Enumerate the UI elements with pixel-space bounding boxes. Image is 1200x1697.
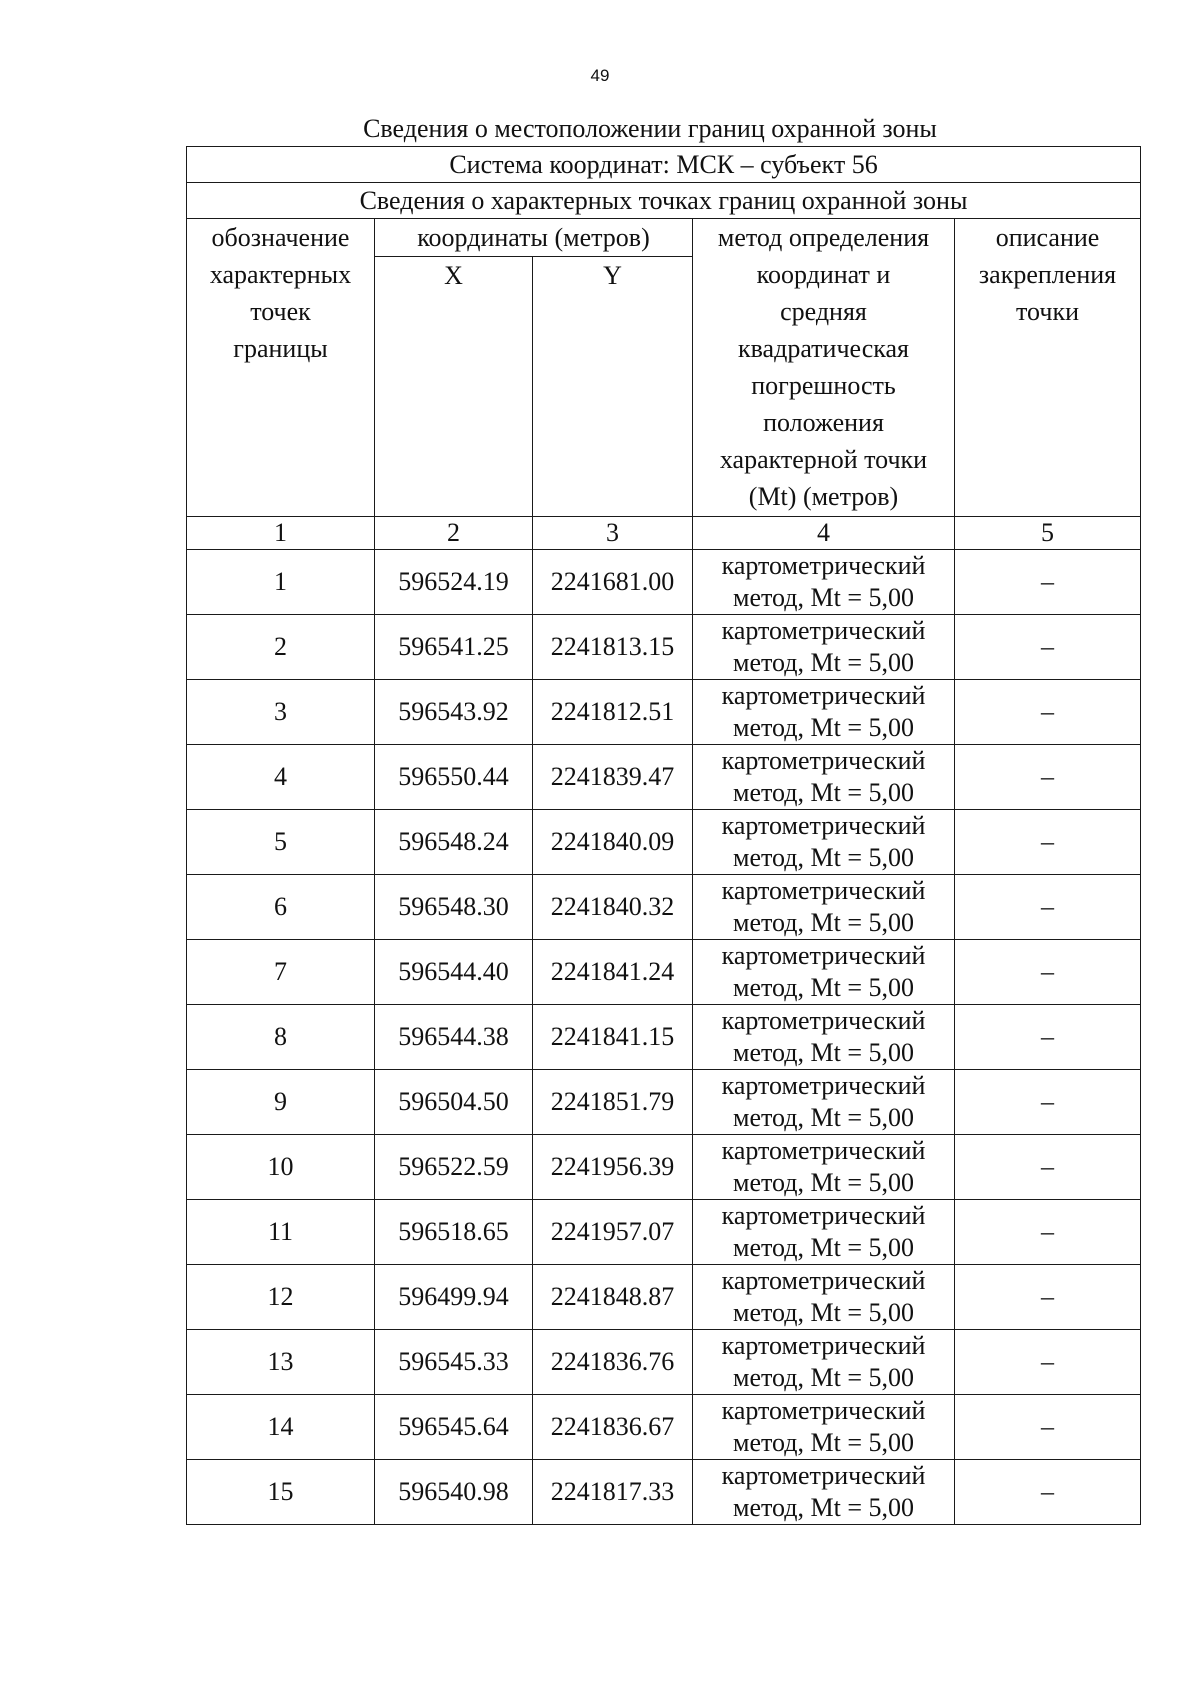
point-number: 8 bbox=[187, 1005, 375, 1070]
method-line: картометрический bbox=[721, 1136, 926, 1165]
method-cell bbox=[693, 1005, 955, 1070]
point-number: 15 bbox=[187, 1460, 375, 1525]
table-row bbox=[187, 680, 1141, 745]
method-line: картометрический bbox=[721, 681, 926, 710]
x-coordinate: 596518.65 bbox=[375, 1200, 533, 1265]
y-coordinate: 2241841.24 bbox=[533, 940, 693, 1005]
x-coordinate: 596548.24 bbox=[375, 810, 533, 875]
method-cell bbox=[693, 940, 955, 1005]
column-number-row bbox=[187, 517, 1141, 550]
method-line: метод, Mt = 5,00 bbox=[733, 1298, 914, 1327]
point-number: 1 bbox=[187, 550, 375, 615]
header-description: описание закрепления точки bbox=[955, 219, 1141, 517]
description-cell: – bbox=[955, 940, 1141, 1005]
table-row bbox=[187, 1005, 1141, 1070]
x-coordinate: 596499.94 bbox=[375, 1265, 533, 1330]
y-coordinate: 2241681.00 bbox=[533, 550, 693, 615]
point-number: 6 bbox=[187, 875, 375, 940]
description-cell: – bbox=[955, 1395, 1141, 1460]
method-cell bbox=[693, 1200, 955, 1265]
x-coordinate: 596541.25 bbox=[375, 615, 533, 680]
description-cell: – bbox=[955, 1070, 1141, 1135]
y-coordinate: 2241848.87 bbox=[533, 1265, 693, 1330]
point-number: 2 bbox=[187, 615, 375, 680]
description-cell: – bbox=[955, 680, 1141, 745]
method-line: метод, Mt = 5,00 bbox=[733, 843, 914, 872]
y-coordinate: 2241836.67 bbox=[533, 1395, 693, 1460]
y-coordinate: 2241840.32 bbox=[533, 875, 693, 940]
column-number: 5 bbox=[955, 517, 1141, 550]
column-number: 4 bbox=[693, 517, 955, 550]
point-number: 14 bbox=[187, 1395, 375, 1460]
x-coordinate: 596545.33 bbox=[375, 1330, 533, 1395]
header-point-designation: обозначение характерных точек границы bbox=[187, 219, 375, 517]
table-row bbox=[187, 1135, 1141, 1200]
method-cell bbox=[693, 1265, 955, 1330]
table-row bbox=[187, 810, 1141, 875]
description-cell: – bbox=[955, 550, 1141, 615]
table-row bbox=[187, 940, 1141, 1005]
method-line: картометрический bbox=[721, 551, 926, 580]
description-cell: – bbox=[955, 1005, 1141, 1070]
y-coordinate: 2241813.15 bbox=[533, 615, 693, 680]
method-cell bbox=[693, 1070, 955, 1135]
coordinate-system-caption: Система координат: МСК – субъект 56 bbox=[187, 147, 1141, 183]
method-line: картометрический bbox=[721, 1006, 926, 1035]
method-line: картометрический bbox=[721, 1266, 926, 1295]
table-row bbox=[187, 1460, 1141, 1525]
description-cell: – bbox=[955, 1460, 1141, 1525]
table-row bbox=[187, 1395, 1141, 1460]
table-row bbox=[187, 1330, 1141, 1395]
document-title: Сведения о местоположении границ охранной зоны bbox=[363, 114, 937, 143]
boundary-points-table bbox=[186, 146, 1141, 1525]
x-coordinate: 596544.38 bbox=[375, 1005, 533, 1070]
column-number: 2 bbox=[375, 517, 533, 550]
point-number: 11 bbox=[187, 1200, 375, 1265]
method-line: картометрический bbox=[721, 1461, 926, 1490]
method-line: картометрический bbox=[721, 876, 926, 905]
x-coordinate: 596504.50 bbox=[375, 1070, 533, 1135]
method-cell bbox=[693, 615, 955, 680]
method-line: картометрический bbox=[721, 1201, 926, 1230]
x-coordinate: 596524.19 bbox=[375, 550, 533, 615]
y-coordinate: 2241817.33 bbox=[533, 1460, 693, 1525]
method-cell bbox=[693, 810, 955, 875]
table-row bbox=[187, 1200, 1141, 1265]
method-cell bbox=[693, 745, 955, 810]
method-line: метод, Mt = 5,00 bbox=[733, 648, 914, 677]
method-cell bbox=[693, 1460, 955, 1525]
header-method: метод определения координат и средняя квадратическая погрешность положения характерной точки (Mt) (метров) bbox=[693, 219, 955, 517]
coordinate-system-row bbox=[187, 147, 1141, 183]
method-line: метод, Mt = 5,00 bbox=[733, 973, 914, 1002]
table-row bbox=[187, 615, 1141, 680]
method-line: метод, Mt = 5,00 bbox=[733, 778, 914, 807]
description-cell: – bbox=[955, 875, 1141, 940]
y-coordinate: 2241839.47 bbox=[533, 745, 693, 810]
description-cell: – bbox=[955, 615, 1141, 680]
method-line: метод, Mt = 5,00 bbox=[733, 1168, 914, 1197]
method-line: метод, Mt = 5,00 bbox=[733, 908, 914, 937]
column-number: 3 bbox=[533, 517, 693, 550]
page-number: 49 bbox=[590, 66, 610, 85]
header-y: Y bbox=[533, 257, 693, 517]
method-line: метод, Mt = 5,00 bbox=[733, 713, 914, 742]
point-number: 10 bbox=[187, 1135, 375, 1200]
method-line: картометрический bbox=[721, 746, 926, 775]
header-x: X bbox=[375, 257, 533, 517]
method-line: картометрический bbox=[721, 1396, 926, 1425]
description-cell: – bbox=[955, 1200, 1141, 1265]
y-coordinate: 2241851.79 bbox=[533, 1070, 693, 1135]
y-coordinate: 2241840.09 bbox=[533, 810, 693, 875]
table-row bbox=[187, 875, 1141, 940]
point-number: 3 bbox=[187, 680, 375, 745]
method-line: картометрический bbox=[721, 941, 926, 970]
method-cell bbox=[693, 1330, 955, 1395]
table-row bbox=[187, 1265, 1141, 1330]
method-line: метод, Mt = 5,00 bbox=[733, 1428, 914, 1457]
table-row bbox=[187, 550, 1141, 615]
method-line: метод, Mt = 5,00 bbox=[733, 1233, 914, 1262]
y-coordinate: 2241836.76 bbox=[533, 1330, 693, 1395]
x-coordinate: 596540.98 bbox=[375, 1460, 533, 1525]
method-line: картометрический bbox=[721, 811, 926, 840]
description-cell: – bbox=[955, 1330, 1141, 1395]
method-line: картометрический bbox=[721, 616, 926, 645]
point-number: 5 bbox=[187, 810, 375, 875]
x-coordinate: 596544.40 bbox=[375, 940, 533, 1005]
y-coordinate: 2241956.39 bbox=[533, 1135, 693, 1200]
points-caption-row bbox=[187, 183, 1141, 219]
points-caption: Сведения о характерных точках границ охранной зоны bbox=[187, 183, 1141, 219]
x-coordinate: 596522.59 bbox=[375, 1135, 533, 1200]
y-coordinate: 2241841.15 bbox=[533, 1005, 693, 1070]
x-coordinate: 596543.92 bbox=[375, 680, 533, 745]
method-cell bbox=[693, 875, 955, 940]
method-line: картометрический bbox=[721, 1331, 926, 1360]
point-number: 12 bbox=[187, 1265, 375, 1330]
header-coordinates: координаты (метров) bbox=[375, 219, 693, 257]
method-line: метод, Mt = 5,00 bbox=[733, 583, 914, 612]
description-cell: – bbox=[955, 745, 1141, 810]
column-number: 1 bbox=[187, 517, 375, 550]
method-line: картометрический bbox=[721, 1071, 926, 1100]
x-coordinate: 596550.44 bbox=[375, 745, 533, 810]
x-coordinate: 596545.64 bbox=[375, 1395, 533, 1460]
point-number: 7 bbox=[187, 940, 375, 1005]
method-line: метод, Mt = 5,00 bbox=[733, 1363, 914, 1392]
method-cell bbox=[693, 1135, 955, 1200]
x-coordinate: 596548.30 bbox=[375, 875, 533, 940]
point-number: 9 bbox=[187, 1070, 375, 1135]
table-row bbox=[187, 745, 1141, 810]
y-coordinate: 2241812.51 bbox=[533, 680, 693, 745]
header-row-top bbox=[187, 219, 1141, 257]
method-cell bbox=[693, 550, 955, 615]
data-rows bbox=[187, 550, 1141, 1525]
y-coordinate: 2241957.07 bbox=[533, 1200, 693, 1265]
description-cell: – bbox=[955, 1265, 1141, 1330]
table-row bbox=[187, 1070, 1141, 1135]
method-line: метод, Mt = 5,00 bbox=[733, 1038, 914, 1067]
description-cell: – bbox=[955, 1135, 1141, 1200]
point-number: 13 bbox=[187, 1330, 375, 1395]
point-number: 4 bbox=[187, 745, 375, 810]
method-cell bbox=[693, 1395, 955, 1460]
method-line: метод, Mt = 5,00 bbox=[733, 1493, 914, 1522]
method-line: метод, Mt = 5,00 bbox=[733, 1103, 914, 1132]
description-cell: – bbox=[955, 810, 1141, 875]
method-cell bbox=[693, 680, 955, 745]
